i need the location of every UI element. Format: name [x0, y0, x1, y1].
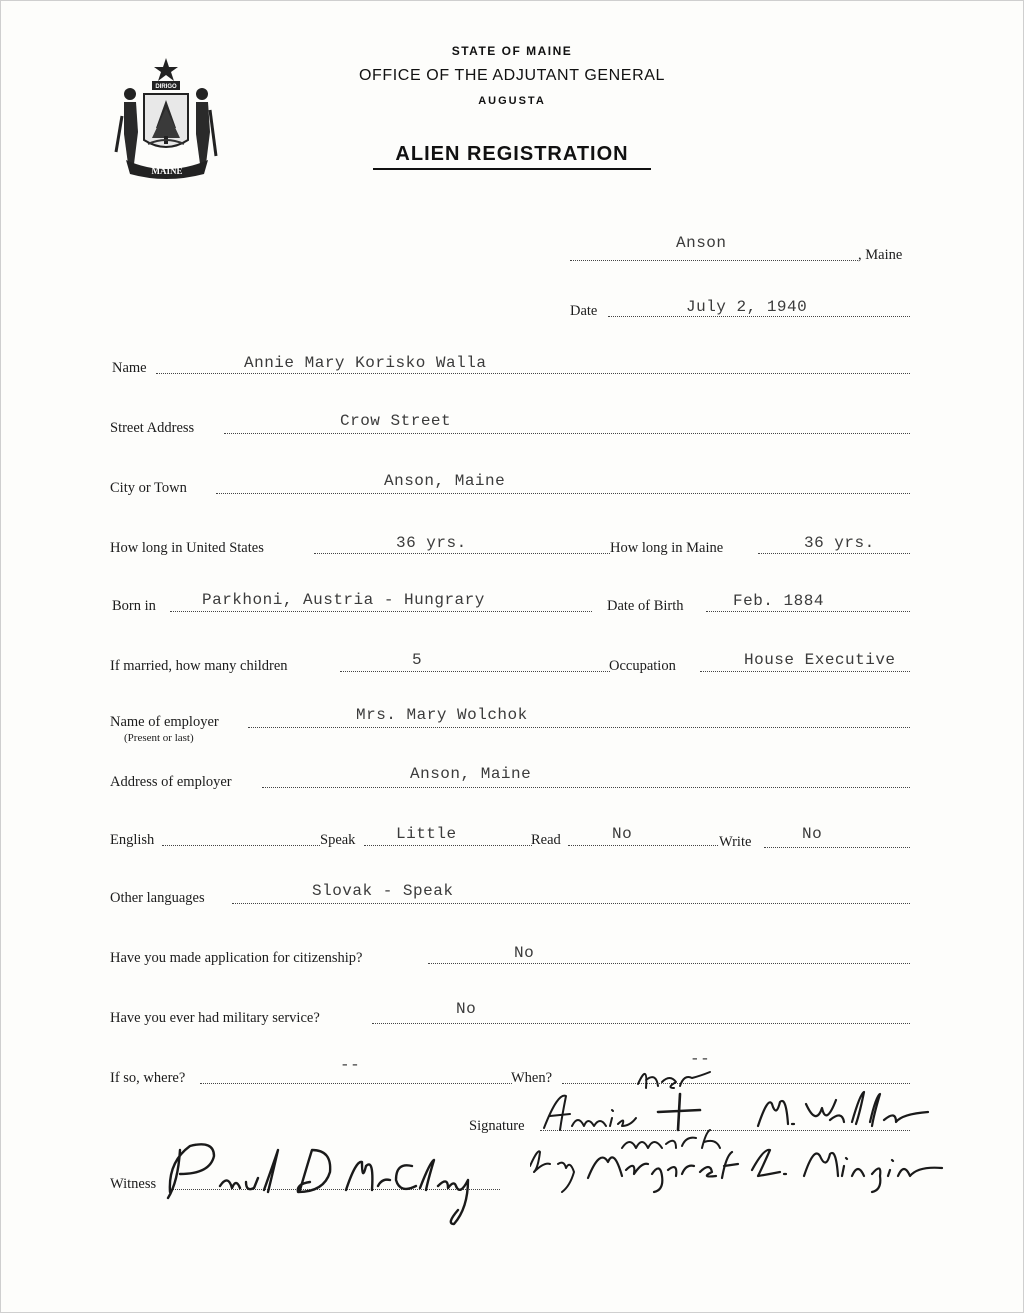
when-value: --: [690, 1050, 711, 1068]
title-underline: [373, 168, 651, 170]
where-line: [200, 1083, 512, 1084]
header-office: OFFICE OF THE ADJUTANT GENERAL: [358, 67, 666, 84]
speak-label: Speak: [320, 832, 356, 848]
occupation-value: House Executive: [744, 651, 896, 669]
maine-duration-line: [758, 553, 910, 554]
maine-duration-label: How long in Maine: [610, 540, 724, 556]
occupation-line: [700, 671, 910, 672]
read-label: Read: [531, 832, 561, 848]
handwritten-witness-signature: [150, 1132, 500, 1228]
children-value: 5: [412, 651, 423, 669]
english-label: English: [110, 832, 155, 848]
name-line: [156, 373, 910, 374]
when-label: When?: [511, 1070, 553, 1086]
us-duration-label: How long in United States: [110, 540, 264, 556]
write-value: No: [802, 825, 823, 843]
header-city: AUGUSTA: [478, 95, 546, 107]
speak-line: [364, 845, 532, 846]
citizenship-value: No: [514, 944, 535, 962]
where-label: If so, where?: [110, 1070, 186, 1086]
speak-value: Little: [396, 825, 457, 843]
date-line: [608, 316, 910, 317]
place-line: [570, 260, 858, 261]
city-label: City or Town: [110, 480, 187, 496]
maine-state-seal: [112, 56, 220, 180]
employer-address-value: Anson, Maine: [410, 765, 532, 783]
form-title: ALIEN REGISTRATION: [395, 143, 629, 165]
employer-line: [248, 727, 910, 728]
dob-value: Feb. 1884: [733, 592, 824, 610]
signature-label: Signature: [469, 1118, 525, 1134]
handwritten-signature: [530, 1052, 970, 1202]
citizenship-label: Have you made application for citizenship?: [110, 950, 363, 966]
read-line: [568, 845, 718, 846]
other-languages-value: Slovak - Speak: [312, 882, 454, 900]
children-label: If married, how many children: [110, 658, 288, 674]
military-value: No: [456, 1000, 477, 1018]
dob-label: Date of Birth: [607, 598, 684, 614]
employer-address-label: Address of employer: [110, 774, 232, 790]
city-value: Anson, Maine: [384, 472, 506, 490]
dob-line: [706, 611, 910, 612]
us-duration-line: [314, 553, 610, 554]
witness-label: Witness: [110, 1176, 157, 1192]
other-languages-label: Other languages: [110, 890, 205, 906]
read-value: No: [612, 825, 633, 843]
place-label: , Maine: [858, 247, 903, 263]
write-line: [764, 847, 910, 848]
military-label: Have you ever had military service?: [110, 1010, 320, 1026]
header-state: STATE OF MAINE: [451, 44, 573, 58]
svg-text:MAINE: MAINE: [151, 166, 183, 176]
employer-address-line: [262, 787, 910, 788]
name-label: Name: [112, 360, 147, 376]
born-line: [170, 611, 592, 612]
military-line: [372, 1023, 910, 1024]
date-value: July 2, 1940: [686, 298, 808, 316]
city-line: [216, 493, 910, 494]
place-value: Anson: [676, 234, 727, 252]
write-label: Write: [719, 834, 752, 850]
date-label: Date: [570, 303, 598, 319]
children-line: [340, 671, 610, 672]
english-line: [162, 845, 320, 846]
other-languages-line: [232, 903, 910, 904]
employer-label: Name of employer: [110, 714, 219, 730]
occupation-label: Occupation: [609, 658, 676, 674]
street-line: [224, 433, 910, 434]
citizenship-line: [428, 963, 910, 964]
street-value: Crow Street: [340, 412, 452, 430]
svg-text:DIRIGO: DIRIGO: [155, 84, 177, 90]
employer-value: Mrs. Mary Wolchok: [356, 706, 528, 724]
born-value: Parkhoni, Austria - Hungrary: [202, 591, 485, 609]
us-duration-value: 36 yrs.: [396, 534, 467, 552]
employer-sublabel: (Present or last): [124, 732, 194, 744]
street-label: Street Address: [110, 420, 195, 436]
where-value: --: [340, 1056, 361, 1074]
name-value: Annie Mary Korisko Walla: [244, 354, 487, 372]
born-label: Born in: [112, 598, 156, 614]
maine-duration-value: 36 yrs.: [804, 534, 875, 552]
